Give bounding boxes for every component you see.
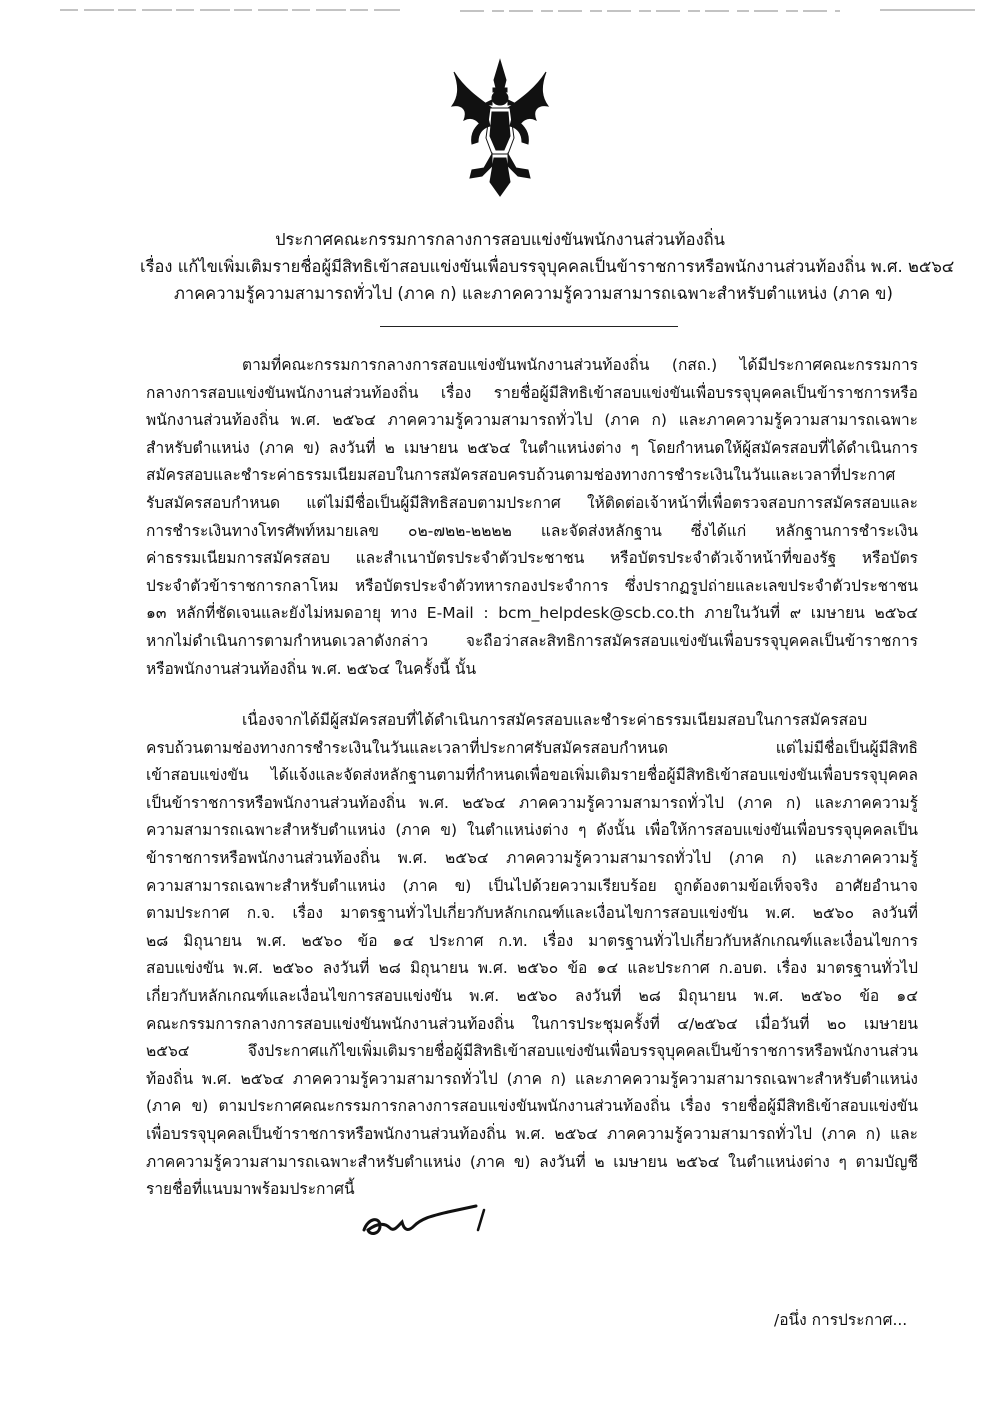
text-line: สมัครสอบและชำระค่าธรรมเนียมสอบในการสมัครสอบครบถ้วนตามช่องทางการชำระเงินในวันและเวลาที่ประกาศ xyxy=(146,466,896,485)
text-line: รายชื่อที่แนบมาพร้อมประกาศนี้ xyxy=(146,1180,355,1199)
text-line: เป็นข้าราชการหรือพนักงานส่วนท้องถิ่น พ.ศ. ๒๕๖๔ ภาคความรู้ความสามารถทั่วไป (ภาค ก) และภาคความรู้ xyxy=(146,793,918,812)
handwritten-initials-icon xyxy=(358,1200,498,1242)
text-line: คณะกรรมการกลางการสอบแข่งขันพนักงานส่วนท้องถิ่น ในการประชุมครั้งที่ ๔/๒๕๖๔ เมื่อวันที่ ๒๐ เมษายน xyxy=(146,1014,918,1033)
text-line: ข้าราชการหรือพนักงานส่วนท้องถิ่น พ.ศ. ๒๕๖๔ ภาคความรู้ความสามารถทั่วไป (ภาค ก) และภาคความรู้ xyxy=(146,848,918,867)
text-line: เนื่องจากได้มีผู้สมัครสอบที่ได้ดำเนินการสมัครสอบและชำระค่าธรรมเนียมสอบในการสมัครสอบ xyxy=(242,711,868,729)
scan-artifact xyxy=(20,6,980,16)
text-line: หากไม่ดำเนินการตามกำหนดเวลาดังกล่าว จะถือว่าสละสิทธิการสมัครสอบแข่งขันเพื่อบรรจุบุคคลเป็นข้าราชการ xyxy=(146,631,918,650)
text-line: ๒๕๖๔ จึงประกาศแก้ไขเพิ่มเติมรายชื่อผู้มีสิทธิเข้าสอบแข่งขันเพื่อบรรจุบุคคลเป็นข้าราชการหรือพนักงานส่วน xyxy=(146,1042,918,1061)
title-subject-cont: ภาคความรู้ความสามารถทั่วไป (ภาค ก) และภาคความรู้ความสามารถเฉพาะสำหรับตำแหน่ง (ภาค ข) xyxy=(174,284,893,303)
text-line: (ภาค ข) ตามประกาศคณะกรรมการกลางการสอบแข่งขันพนักงานส่วนท้องถิ่น เรื่อง รายชื่อผู้มีสิทธิเข้าสอบแข่งขัน xyxy=(146,1097,918,1116)
text-line: ๑๓ หลักที่ชัดเจนและยังไม่หมดอายุ ทาง E-Mail : bcm_helpdesk@scb.co.th ภายในวันที่ ๙ เมษายน ๒๕๖๔ xyxy=(146,604,918,623)
text-line: ประจำตัวข้าราชการกลาโหม หรือบัตรประจำตัวทหารกองประจำการ ซึ่งปรากฏรูปถ่ายและเลขประจำตัวประชาชน xyxy=(146,576,918,595)
paragraph-2 xyxy=(146,707,918,1204)
title-divider xyxy=(380,326,678,327)
text-line: สำหรับตำแหน่ง (ภาค ข) ลงวันที่ ๒ เมษายน ๒๕๖๔ ในตำแหน่งต่าง ๆ โดยกำหนดให้ผู้สมัครสอบที่ได้ดำเนินการ xyxy=(146,438,918,457)
text-line: เกี่ยวกับหลักเกณฑ์และเงื่อนไขการสอบแข่งขัน พ.ศ. ๒๕๖๐ ลงวันที่ ๒๘ มิถุนายน พ.ศ. ๒๕๖๐ ข้อ ๑๔ xyxy=(146,986,918,1005)
text-line: เข้าสอบแข่งขัน ได้แจ้งและจัดส่งหลักฐานตามที่กำหนดเพื่อขอเพิ่มเติมรายชื่อผู้มีสิทธิเข้าสอบแข่งขันเพื่อบรรจุบุคคล xyxy=(146,766,918,785)
text-line: พนักงานส่วนท้องถิ่น พ.ศ. ๒๕๖๔ ภาคความรู้ความสามารถทั่วไป (ภาค ก) และภาคความรู้ความสามารถเฉพาะ xyxy=(146,411,918,430)
text-line: เพื่อบรรจุบุคคลเป็นข้าราชการหรือพนักงานส่วนท้องถิ่น พ.ศ. ๒๕๖๔ ภาคความรู้ความสามารถทั่วไป (ภาค ก) และ xyxy=(146,1124,918,1143)
text-line: สอบแข่งขัน พ.ศ. ๒๕๖๐ ลงวันที่ ๒๘ มิถุนายน พ.ศ. ๒๕๖๐ ข้อ ๑๔ และประกาศ ก.อบต. เรื่อง มาตรฐานทั่วไป xyxy=(146,959,918,978)
announcement-title xyxy=(140,226,955,307)
title-subject: เรื่อง แก้ไขเพิ่มเติมรายชื่อผู้มีสิทธิเข้าสอบแข่งขันเพื่อบรรจุบุคคลเป็นข้าราชการหรือพนักงานส่วนท้องถิ่น พ.ศ. ๒๕๖๔ xyxy=(140,257,955,276)
text-line: กลางการสอบแข่งขันพนักงานส่วนท้องถิ่น เรื่อง รายชื่อผู้มีสิทธิเข้าสอบแข่งขันเพื่อบรรจุบุคคลเป็นข้าราชการหรือ xyxy=(146,383,918,402)
text-line: การชำระเงินทางโทรศัพท์หมายเลข ๐๒-๗๒๒-๒๒๒๒ และจัดส่งหลักฐาน ซึ่งได้แก่ หลักฐานการชำระเงิน xyxy=(146,521,918,540)
text-line: ค่าธรรมเนียมการสมัครสอบ และสำเนาบัตรประจำตัวประชาชน หรือบัตรประจำตัวเจ้าหน้าที่ของรัฐ หรือบัตร xyxy=(146,549,918,568)
paragraph-1 xyxy=(146,352,918,683)
text-line: ตามประกาศ ก.จ. เรื่อง มาตรฐานทั่วไปเกี่ยวกับหลักเกณฑ์และเงื่อนไขการสอบแข่งขัน พ.ศ. ๒๕๖๐ ลงวันที่ xyxy=(146,904,918,923)
title-issuer: ประกาศคณะกรรมการกลางการสอบแข่งขันพนักงานส่วนท้องถิ่น xyxy=(275,230,725,249)
text-line: ความสามารถเฉพาะสำหรับตำแหน่ง (ภาค ข) ในตำแหน่งต่าง ๆ ดังนั้น เพื่อให้การสอบแข่งขันเพื่อบรรจุบุคคลเป็น xyxy=(146,821,918,840)
text-line: รับสมัครสอบกำหนด แต่ไม่มีชื่อเป็นผู้มีสิทธิสอบตามประกาศ ให้ติดต่อเจ้าหน้าที่เพื่อตรวจสอบการสมัครสอบและ xyxy=(146,493,918,512)
text-line: ความสามารถเฉพาะสำหรับตำแหน่ง (ภาค ข) เป็นไปด้วยความเรียบร้อย ถูกต้องตามข้อเท็จจริง อาศัยอำนาจ xyxy=(146,876,918,895)
text-line: ตามที่คณะกรรมการกลางการสอบแข่งขันพนักงานส่วนท้องถิ่น (กสถ.) ได้มีประกาศคณะกรรมการ xyxy=(242,356,918,374)
text-line: ครบถ้วนตามช่องทางการชำระเงินในวันและเวลาที่ประกาศรับสมัครสอบกำหนด แต่ไม่มีชื่อเป็นผู้มีสิทธิ xyxy=(146,738,918,757)
text-line: หรือพนักงานส่วนท้องถิ่น พ.ศ. ๒๕๖๔ ในครั้งนี้ นั้น xyxy=(146,659,477,678)
continuation-note: /อนึ่ง การประกาศ... xyxy=(774,1311,908,1329)
text-line: ท้องถิ่น พ.ศ. ๒๕๖๔ ภาคความรู้ความสามารถทั่วไป (ภาค ก) และภาคความรู้ความสามารถเฉพาะสำหรับตำแหน่ง xyxy=(146,1069,918,1088)
text-line: ๒๘ มิถุนายน พ.ศ. ๒๕๖๐ ข้อ ๑๔ ประกาศ ก.ท. เรื่อง มาตรฐานทั่วไปเกี่ยวกับหลักเกณฑ์และเงื่อนไขการ xyxy=(146,931,918,950)
garuda-emblem-icon xyxy=(448,58,552,200)
text-line: ภาคความรู้ความสามารถเฉพาะสำหรับตำแหน่ง (ภาค ข) ลงวันที่ ๒ เมษายน ๒๕๖๔ ในตำแหน่งต่าง ๆ ตามบัญชี xyxy=(146,1152,918,1171)
